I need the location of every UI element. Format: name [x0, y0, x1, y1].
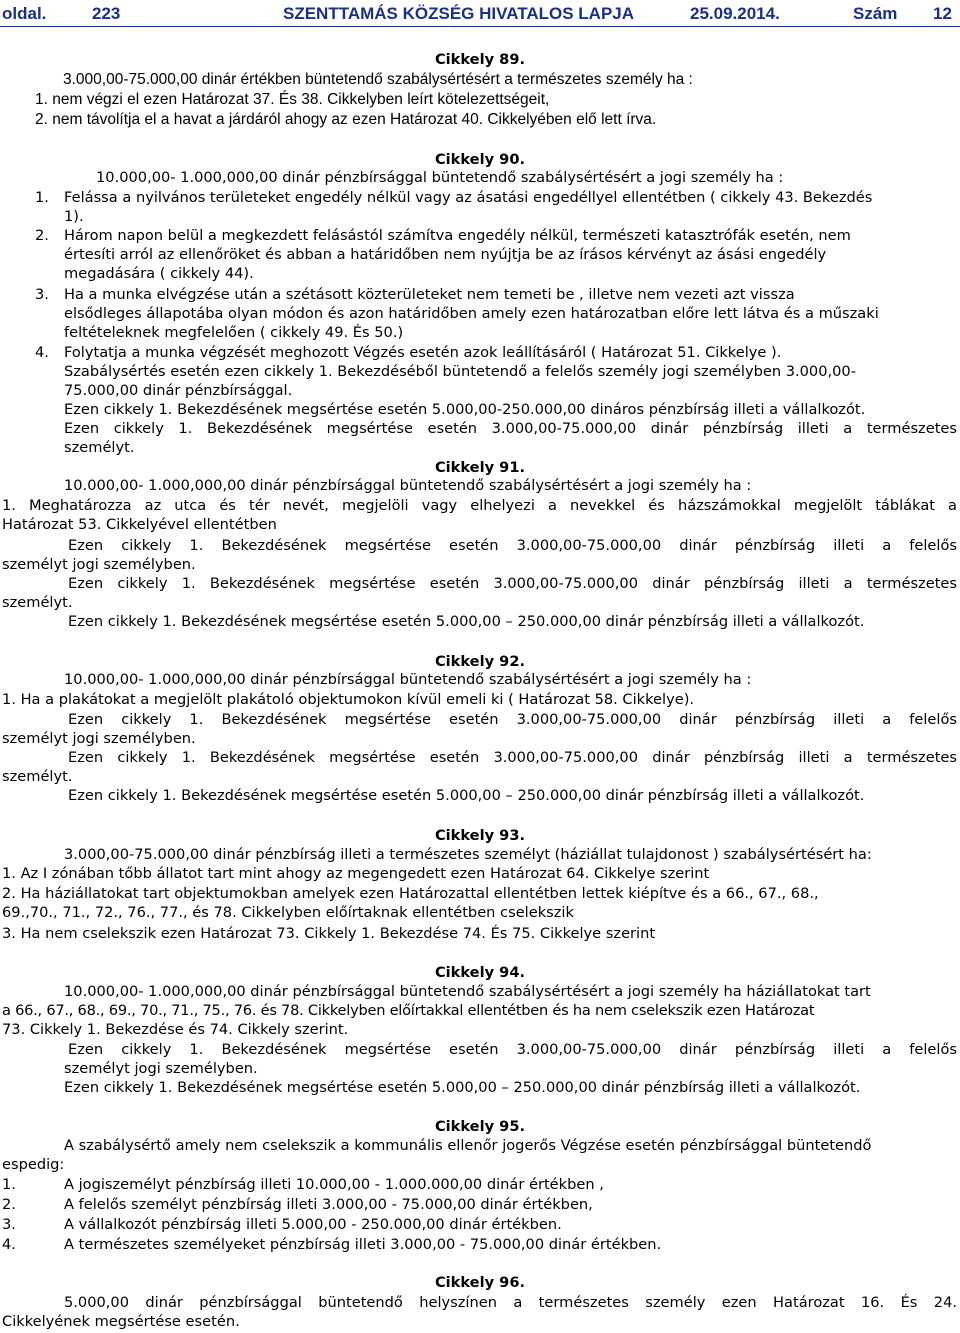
list-item-cont: 1). — [64, 208, 84, 225]
list-number: 3. — [2, 1216, 16, 1233]
list-number: 3. — [35, 286, 49, 303]
list-item: 1. Ha a plakátokat a megjelölt plakátoló objektumokon kívül emeli ki ( Határozat 58. Cikkelye). — [2, 691, 695, 708]
page-header — [0, 4, 960, 24]
paragraph-line: Ezen cikkely 1. Bekezdésének megsértése esetén 3.000,00-75.000,00 dinár pénzbírság illeti a felelős — [68, 537, 957, 554]
list-item: 1. Meghatározza az utca és tér nevét, megjelöli vagy elhelyezi a nevekkel és házszámokkal megjelölt táblákat a — [2, 497, 957, 514]
paragraph-line: Ezen cikkely 1. Bekezdésének megsértése esetén 3.000,00-75.000,00 dinár pénzbírság illeti a természetes — [68, 749, 957, 766]
paragraph-line: Ezen cikkely 1. Bekezdésének megsértése esetén 3.000,00-75.000,00 dinár pénzbírság illeti a felelős — [68, 1041, 957, 1058]
paragraph-line: személyt jogi személyben. — [2, 730, 196, 747]
paragraph-line: espedig: — [2, 1156, 65, 1173]
list-item-cont: elsődleges állapotába olyan módon és azon határidőben amely ezen határozatban előre lett látva és a műszaki — [64, 305, 879, 322]
paragraph-line: Ezen cikkely 1. Bekezdésének megsértése esetén 5.000,00 – 250.000,00 dinár pénzbírság illeti a vállalkozót. — [68, 787, 865, 804]
list-item: 2. nem távolítja el a havat a járdáról ahogy az ezen Határozat 40. Cikkelyében elő lett írva. — [35, 111, 657, 128]
list-number: 1. — [35, 189, 49, 206]
paragraph-line: 75.000,00 dinár pénzbírsággal. — [64, 382, 293, 399]
list-item-cont: Határozat 53. Cikkelyével ellentétben — [2, 516, 277, 533]
article-heading: Cikkely 96. — [434, 1274, 526, 1291]
paragraph-line: Ezen cikkely 1. Bekezdésének megsértése esetén 3.000,00-75.000,00 dinár pénzbírság illeti a felelős — [68, 711, 957, 728]
list-number: 1. — [2, 1176, 16, 1193]
header-rule — [0, 26, 960, 27]
list-item: A természetes személyeket pénzbírság illeti 3.000,00 - 75.000,00 dinár értékben. — [64, 1236, 662, 1253]
list-item: 1. Az I zónában tőbb állatot tart mint ahogy az megengedett ezen Határozat 64. Cikkelye szerint — [2, 865, 710, 882]
paragraph-line: Ezen cikkely 1. Bekezdésének megsértése esetén 5.000,00 – 250.000,00 dinár pénzbírság illeti a vállalkozót. — [68, 613, 865, 630]
paragraph-line: Ezen cikkely 1. Bekezdésének megsértése esetén 3.000,00-75.000,00 dinár pénzbírság illeti a természetes — [64, 420, 957, 437]
issue-date: 25.09.2014. — [690, 4, 780, 23]
article-heading: Cikkely 91. — [434, 459, 526, 476]
page-number: 223 — [92, 4, 121, 23]
issue-number: 12 — [933, 4, 952, 23]
list-item: Folytatja a munka végzését meghozott Végzés esetén azok leállításáról ( Határozat 51. Cikkelye ). — [64, 344, 782, 361]
article-heading: Cikkely 92. — [434, 653, 526, 670]
paragraph-line: személyt jogi személyben. — [2, 556, 196, 573]
paragraph-line: 10.000,00- 1.000,000,00 dinár pénzbírsággal büntetendő szabálysértésért a jogi személy ha háziállatokat tart — [64, 983, 871, 1000]
list-item: Három napon belül a megkezdett felásástól számítva engedély nélkül, természeti katasztrófák esetén, nem — [64, 227, 851, 244]
list-number: 2. — [2, 1196, 16, 1213]
list-item: 1. nem végzi el ezen Határozat 37. És 38. Cikkelyben leírt kötelezettségeit, — [35, 91, 550, 108]
list-item: Felássa a nyilvános területeket engedély nélkül vagy az ásatási engedéllyel ellentétben ( cikkely 43. Bekezdés — [64, 189, 873, 206]
paragraph-line: 5.000,00 dinár pénzbírsággal büntetendő helyszínen a természetes személy ezen Határozat 16. És 24. — [64, 1294, 957, 1311]
paragraph-line: 3.000,00-75.000,00 dinár értékben büntetendő szabálysértésért a természetes személy ha : — [63, 71, 693, 88]
paragraph-line: A szabálysértő amely nem cselekszik a kommunális ellenőr jogerős Végzése esetén pénzbírsággal büntetendő — [64, 1137, 872, 1154]
paragraph-line: személyt jogi személyben. — [64, 1060, 258, 1077]
paragraph-line: a 66., 67., 68., 69., 70., 71., 75., 76. és 78. Cikkelyben előírtakkal ellentétben és ha nem cselekszik ezen Határozat — [2, 1002, 815, 1019]
article-heading: Cikkely 94. — [434, 964, 526, 981]
paragraph-line: Ezen cikkely 1. Bekezdésének megsértése esetén 3.000,00-75.000,00 dinár pénzbírság illeti a természetes — [68, 575, 957, 592]
list-item: 3. Ha nem cselekszik ezen Határozat 73. Cikkely 1. Bekezdése 74. És 75. Cikkelye szerint — [2, 925, 656, 942]
list-number: 4. — [2, 1236, 16, 1253]
list-item-cont: értesíti arról az ellenőröket és abban a határidőben nem nyújtja be az írásos kérvényt az ásási engedély — [64, 246, 827, 263]
paragraph-line: 10.000,00- 1.000,000,00 dinár pénzbírsággal büntetendő szabálysértésért a jogi személy ha : — [64, 671, 752, 688]
journal-title: SZENTTAMÁS KÖZSÉG HIVATALOS LAPJA — [283, 4, 635, 23]
list-item: 2. Ha háziállatokat tart objektumokban amelyek ezen Határozattal ellentétben lettek kiépítve és a 66., 67., 68., — [2, 885, 819, 902]
paragraph-line: Ezen cikkely 1. Bekezdésének megsértése esetén 5.000,00-250.000,00 dináros pénzbírság illeti a vállalkozót. — [64, 401, 866, 418]
paragraph-line: Szabálysértés esetén ezen cikkely 1. Bekezdéséből büntetendő a felelős személy jogi személyben 3.000,00- — [64, 363, 856, 380]
paragraph-line: 73. Cikkely 1. Bekezdése és 74. Cikkely szerint. — [2, 1021, 349, 1038]
paragraph-line: személyt. — [64, 439, 135, 456]
list-item: Ha a munka elvégzése után a szétásott közterületeket nem temeti be , illetve nem vezeti azt vissza — [64, 286, 795, 303]
article-heading: Cikkely 90. — [434, 151, 526, 168]
paragraph-line: Ezen cikkely 1. Bekezdésének megsértése esetén 5.000,00 – 250.000,00 dinár pénzbírság illeti a vállalkozót. — [64, 1079, 861, 1096]
paragraph-line: személyt. — [2, 768, 73, 785]
list-item: A vállalkozót pénzbírság illeti 5.000,00 - 250.000,00 dinár értékben. — [64, 1216, 562, 1233]
article-heading: Cikkely 89. — [434, 51, 526, 68]
list-item: A jogiszemélyt pénzbírság illeti 10.000,00 - 1.000.000,00 dinár értékben , — [64, 1176, 604, 1193]
paragraph-line: 10.000,00- 1.000,000,00 dinár pénzbírsággal büntetendő szabálysértésért a jogi személy ha : — [64, 477, 752, 494]
paragraph-line: Cikkelyének megsértése esetén. — [2, 1313, 240, 1330]
page-label: oldal. — [2, 4, 47, 23]
list-item: A felelős személyt pénzbírság illeti 3.000,00 - 75.000,00 dinár értékben, — [64, 1196, 593, 1213]
list-number: 2. — [35, 227, 49, 244]
paragraph-line: 10.000,00- 1.000,000,00 dinár pénzbírsággal büntetendő szabálysértésért a jogi személy ha : — [96, 169, 784, 186]
list-item-cont: feltételeknek megfelelően ( cikkely 49. És 50.) — [64, 324, 404, 341]
list-number: 4. — [35, 344, 49, 361]
issue-label: Szám — [853, 4, 898, 23]
article-heading: Cikkely 95. — [434, 1118, 526, 1135]
article-heading: Cikkely 93. — [434, 827, 526, 844]
paragraph-line: 3.000,00-75.000,00 dinár pénzbírság illeti a természetes személyt (háziállat tulajdonost ) szabálysértésért ha: — [64, 846, 872, 863]
list-item-cont: megadására ( cikkely 44). — [64, 265, 254, 282]
list-item-cont: 69.,70., 71., 72., 76., 77., és 78. Cikkelyben előírtaknak ellentétben cselekszik — [2, 904, 574, 921]
paragraph-line: személyt. — [2, 594, 73, 611]
